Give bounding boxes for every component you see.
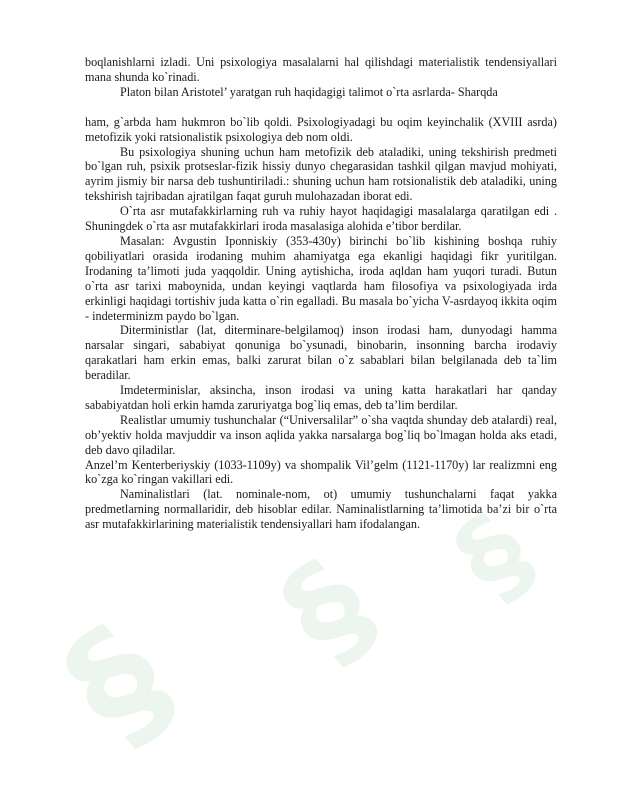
paragraph: boqlanishlarni izladi. Uni psixologiya masalalarni hal qilishdagi materialistik tendensiyallari mana shunda ko`rinadi. [85, 55, 557, 84]
paragraph: Anzel’m Kenterberiyskiy (1033-1109y) va shompalik Vil’gelm (1121-1170y) lar realizmni eng ko`zga ko`ringan vakillari edi. [85, 457, 557, 487]
paragraph: Masalan: Avgustin Iponniskiy (353-430y) birinchi bo`lib kishining boshqa ruhiy qobiliyatlari orasida irodaning muhim ahamiyatga ega ekanligi haqidagi fikr yuritilgan. Irodaning ta’limoti juda yaqqoldir. Uning aytishicha, iroda aqldan ham yuqori turadi. Butun o`rta asr tarixi maboynida, undan keyingi vaqtlarda ham filosofiya va psixologiyada irda erkinligi haqidagi tortishiv juda katta o`rin egalladi. Bu masala bo`yicha V-asrdayoq ikkita oqim - indeterminizm paydo bo`lgan. [85, 233, 557, 323]
paragraph: O`rta asr mutafakkirlarning ruh va ruhiy hayot haqidagigi masalalarga qaratilgan edi . Shuningdek o`rta asr mutafakkirlari iroda masalasiga alohida e’tibor berdilar. [85, 204, 557, 234]
paragraph: Platon bilan Aristotel’ yaratgan ruh haqidagigi talimot o`rta asrlarda- Sharqda [120, 84, 498, 99]
paragraph: Naminalistlari (lat. nominale-nom, ot) umumiy tushunchalarni faqat yakka predmetlarning normallaridir, deb hisoblar edilar. Naminalistlarning ta’limotida ba’zi bir o`rta asr mutafakkirlarining materialistik tendensiyallari ham ifodalangan. [85, 487, 557, 532]
svg-text:§: § [33, 593, 204, 775]
svg-text:§: § [431, 489, 557, 623]
paragraph: Imdeterminislar, aksincha, inson irodasi va uning katta harakatlari har qanday sababiyatdan holi erkin hamda zaruriyatga bog`liq emas, deb ta’lim berdilar. [85, 383, 557, 412]
paragraph: Bu psixologiya shuning uchun ham metofizik deb ataladiki, uning tekshirish predmeti bo`lgan ruh, psixik protseslar-fizik hissiy dunyo chegarasidan tashkil qilgan mavjud mohiyati, ayrim jismiy bir narsa deb tushuntiriladi.: shuning uchun ham rotsionalistik deb ataladiki, uning tekshirish tajribadan ajratilgan faqat guruh mulohazadan iborat edi. [85, 144, 557, 204]
document-body [85, 55, 557, 532]
paragraph: Realistlar umumiy tushunchalar (“Universalilar” o`sha vaqtda shunday deb atalardi) real, ob’yektiv holda mavjuddir va inson aqlida yakka narsalarga bog`liq bo`lmagan holda aks etadi, deb davo qiladilar. [85, 412, 557, 457]
paragraph: ham, g`arbda ham hukmron bo`lib qoldi. Psixologiyadagi bu oqim keyinchalik (XVIII asrda) metofizik yoki ratsionalistik psixologiya deb nom oldi. [85, 114, 557, 144]
paragraph-gap [85, 100, 557, 115]
svg-text:§: § [254, 531, 402, 690]
paragraph: Diterministlar (lat, diterminare-belgilamoq) inson irodasi ham, dunyodagi hamma narsalar singari, sababiyat qonuniga bo`ysunadi, binobarin, insonning barcha irodaviy qarakatlari ham erkin emas, balki zarurat bilan o`z sabablari bilan belgilanada deb ta`lim beradilar. [85, 323, 557, 383]
